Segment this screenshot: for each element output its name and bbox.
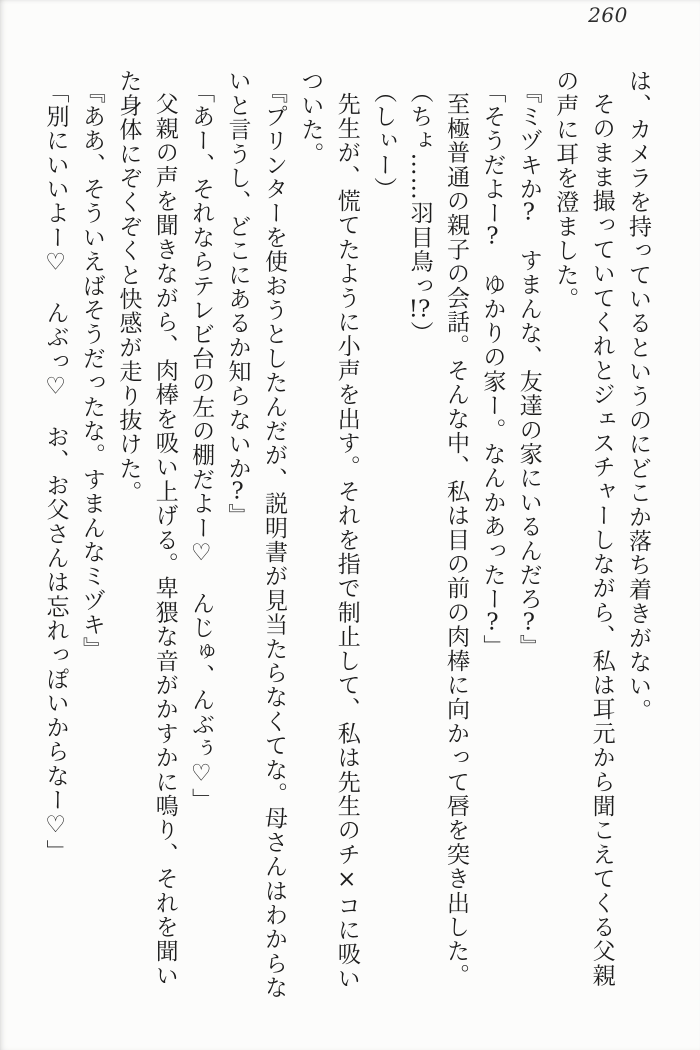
page-text — [37, 69, 656, 1021]
page-number: 260 — [588, 3, 628, 27]
text-line: （しぃー） — [370, 80, 397, 201]
text-line: 『ああ、そういえばそうだったな。すまんなミヅキ』 — [78, 80, 105, 661]
text-line: た身体にぞくぞくと快感が走り抜けた。 — [115, 69, 142, 505]
text-line: 『ミヅキか? すまんな、友達の家にいるんだろ?』 — [515, 80, 542, 659]
text-line: 「別にいいよー♡ んぶっ♡ お、お父さんは忘れっぽいからなー♡」 — [42, 80, 69, 864]
text-line: そのまま撮っていてくれとジェスチャーしながら、私は耳元から聞こえてくる父親 — [588, 92, 615, 988]
text-line: の声に耳を澄ました。 — [552, 69, 579, 311]
text-line: 父親の声を聞きながら、肉棒を吸い上げる。卑猥な音がかすかに鳴り、それを聞い — [151, 92, 178, 988]
text-line: 先生が、慌てたように小声を出す。それを指で制止して、私は先生のチ×コに吸い — [333, 92, 360, 991]
text-line: （ちょ……羽目鳥っ!?） — [406, 80, 433, 346]
text-line: 「そうだよー? ゆかりの家ー。なんかあったー?」 — [479, 80, 506, 659]
text-line: 至極普通の親子の会話。そんな中、私は目の前の肉棒に向かって唇を突き出した。 — [442, 92, 469, 988]
text-line: 『プリンターを使おうとしたんだが、説明書が見当たらなくてな。母さんはわからな — [260, 80, 287, 1000]
text-line: 「あー、それならテレビ台の左の棚だよー♡ んじゅ、んぶぅ♡」 — [188, 80, 215, 812]
text-line: は、カメラを持っているというのにどこか落ち着きがない。 — [625, 69, 651, 723]
text-line: ついた。 — [297, 69, 324, 166]
text-line: いと言うし、どこにあるか知らないか?』 — [224, 69, 251, 528]
